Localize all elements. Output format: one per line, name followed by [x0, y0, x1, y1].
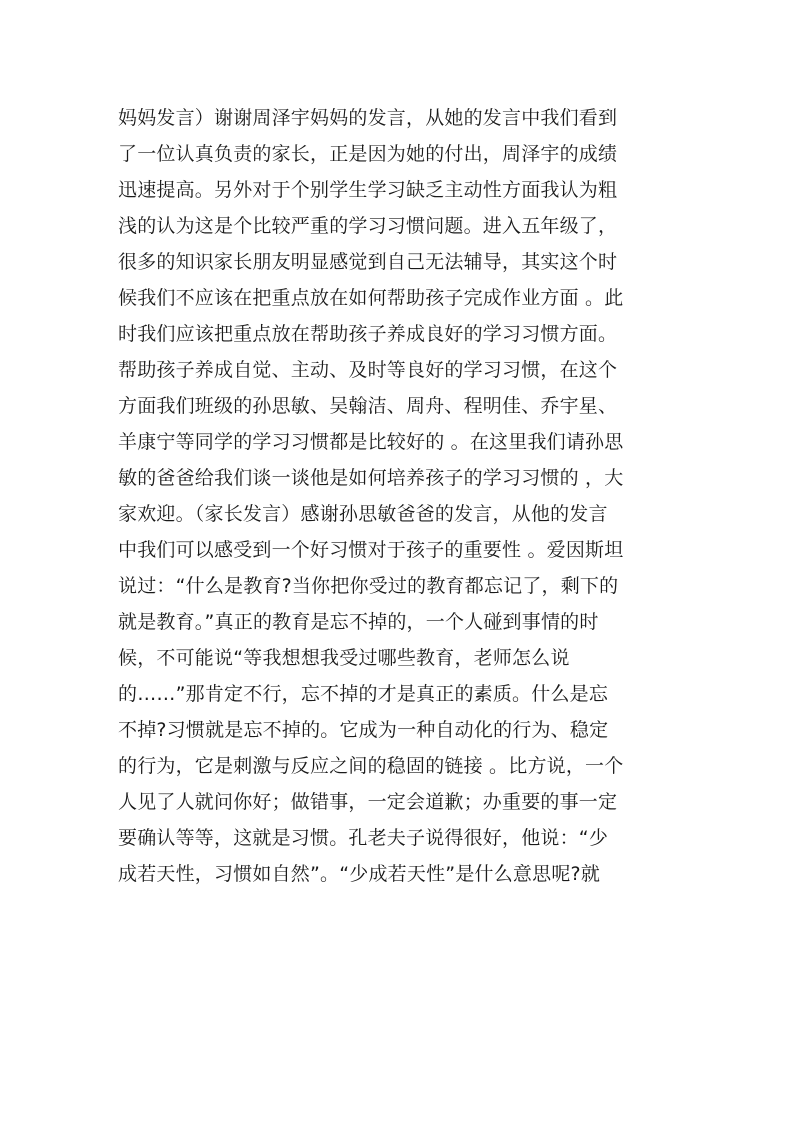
text-line-10: 羊康宁等同学的学习习惯都是比较好的 。在这里我们请孙思 [118, 431, 624, 453]
text-line-3: 迅速提高。另外对于个别学生学习缺乏主动性方面我认为粗 [118, 179, 618, 201]
body-text [118, 100, 698, 892]
text-line-22: 成若天性，习惯如自然”。“少成若天性”是什么意思呢?就 [118, 863, 601, 885]
text-line-19: 的行为，它是刺激与反应之间的稳固的链接 。比方说，一个 [118, 755, 624, 777]
text-line-9: 方面我们班级的孙思敏、吴翰洁、周舟、程明佳、乔宇星、 [118, 395, 618, 417]
text-line-20: 人见了人就问你好；做错事，一定会道歉；办重要的事一定 [118, 791, 618, 813]
text-line-5: 很多的知识家长朋友明显感觉到自己无法辅导，其实这个时 [118, 251, 618, 273]
text-line-4: 浅的认为这是个比较严重的学习习惯问题。进入五年级了， [118, 215, 618, 237]
text-line-11: 敏的爸爸给我们谈一谈他是如何培养孩子的学习习惯的 ，大 [118, 467, 624, 489]
text-line-13: 中我们可以感受到一个好习惯对于孩子的重要性 。爱因斯坦 [118, 539, 624, 561]
text-line-15: 就是教育。”真正的教育是忘不掉的，一个人碰到事情的时 [118, 611, 599, 633]
text-line-2: 了一位认真负责的家长，正是因为她的付出，周泽宇的成绩 [118, 143, 618, 165]
text-line-21: 要确认等等，这就是习惯。孔老夫子说得很好，他说：“少 [118, 827, 609, 849]
text-line-16: 候，不可能说“等我想想我受过哪些教育，老师怎么说 [118, 647, 570, 669]
text-line-17: 的……”那肯定不行，忘不掉的才是真正的素质。什么是忘 [118, 683, 609, 705]
text-line-8: 帮助孩子养成自觉、主动、及时等良好的学习习惯，在这个 [118, 359, 618, 381]
text-line-18: 不掉?习惯就是忘不掉的。它成为一种自动化的行为、稳定 [118, 719, 609, 741]
text-line-7: 时我们应该把重点放在帮助孩子养成良好的学习习惯方面。 [118, 323, 618, 345]
text-line-14: 说过：“什么是教育?当你把你受过的教育都忘记了，剩下的 [118, 575, 619, 597]
text-line-6: 候我们不应该在把重点放在如何帮助孩子完成作业方面 。此 [118, 287, 624, 309]
text-line-1: 妈妈发言）谢谢周泽宇妈妈的发言，从她的发言中我们看到 [118, 107, 618, 129]
text-line-12: 家欢迎。（家长发言）感谢孙思敏爸爸的发言，从他的发言 [118, 503, 608, 525]
